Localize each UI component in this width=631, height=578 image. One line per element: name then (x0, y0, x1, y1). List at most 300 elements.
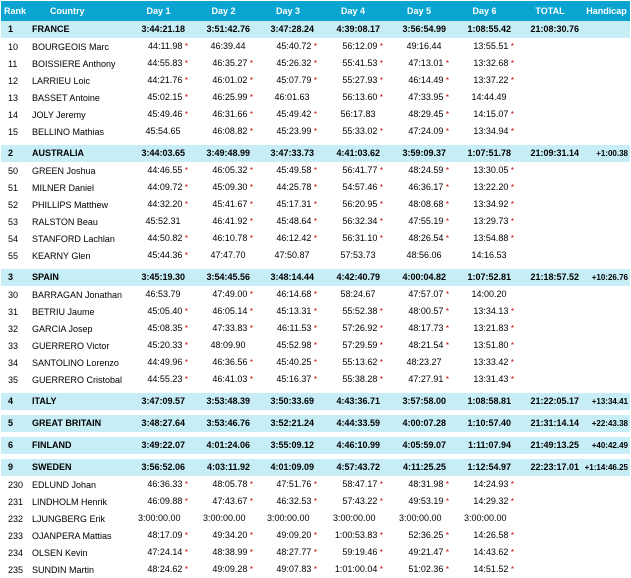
athlete-handicap (583, 493, 630, 510)
athlete-handicap (583, 476, 630, 493)
athlete-name: OJANPERA Mattias (29, 527, 126, 544)
athlete-handicap (583, 196, 630, 213)
team-rank: 4 (1, 393, 29, 410)
athlete-day-time (452, 72, 517, 89)
athlete-total (517, 123, 583, 140)
athlete-name: BASSET Antoine (29, 89, 126, 106)
time-value: 13:34.92 (473, 199, 509, 209)
team-name: ITALY (29, 393, 126, 410)
athlete-day-time (452, 544, 517, 561)
athlete-day-time (452, 354, 517, 371)
counted-marker: * (445, 166, 449, 175)
athlete-rank: 54 (1, 230, 29, 247)
time-value: 13:34.94 (473, 126, 509, 136)
time-value: 59:19.46 (342, 547, 378, 557)
time-value: 48:17.09 (147, 530, 183, 540)
team-total: 21:22:05.17 (517, 393, 583, 410)
counted-marker: * (184, 548, 188, 557)
athlete-day-time (126, 55, 191, 72)
time-value: 57:26.92 (342, 323, 378, 333)
counted-marker (248, 511, 253, 527)
athlete-day-time (126, 544, 191, 561)
team-day-time: 3:57:58.00 (386, 393, 452, 410)
athlete-day-time (452, 230, 517, 247)
counted-marker: * (510, 565, 514, 574)
counted-marker: * (313, 234, 317, 243)
counted-marker: * (445, 217, 449, 226)
counted-marker: * (184, 341, 188, 350)
athlete-total (517, 38, 583, 55)
athlete-day-time (126, 320, 191, 337)
athlete-total (517, 247, 583, 264)
athlete-rank: 13 (1, 89, 29, 106)
athlete-row (1, 544, 630, 561)
team-day-time: 4:11:25.25 (386, 459, 452, 476)
time-value: 45:52.31 (145, 216, 181, 226)
counted-marker: * (445, 565, 449, 574)
counted-marker: * (249, 183, 253, 192)
athlete-total (517, 303, 583, 320)
time-value: 45:52.98 (276, 340, 312, 350)
athlete-day-time (452, 89, 517, 106)
team-handicap (583, 21, 630, 38)
counted-marker: * (379, 324, 383, 333)
time-value: 48:31.98 (408, 479, 444, 489)
time-value: 48:17.73 (408, 323, 444, 333)
counted-marker: * (249, 93, 253, 102)
time-value: 46:14.49 (408, 75, 444, 85)
team-day-time: 1:07:51.78 (452, 145, 517, 162)
athlete-name: BELLINO Mathias (29, 123, 126, 140)
athlete-name: PHILLIPS Matthew (29, 196, 126, 213)
athlete-row (1, 354, 630, 371)
athlete-day-time (452, 38, 517, 55)
athlete-name: EDLUND Johan (29, 476, 126, 493)
time-value: 13:37.22 (473, 75, 509, 85)
athlete-handicap (583, 179, 630, 196)
team-row (1, 21, 630, 38)
time-value: 57:43.22 (342, 496, 378, 506)
team-day-time: 4:05:59.07 (386, 437, 452, 454)
athlete-name: RALSTON Beau (29, 213, 126, 230)
header-day4: Day 4 (320, 1, 386, 21)
athlete-rank: 51 (1, 179, 29, 196)
athlete-day-time (191, 213, 256, 230)
counted-marker (444, 511, 449, 527)
athlete-day-time (191, 247, 256, 264)
counted-marker: * (510, 531, 514, 540)
team-day-time: 3:44:03.65 (126, 145, 191, 162)
athlete-name: GUERRERO Victor (29, 337, 126, 354)
counted-marker: * (379, 42, 383, 51)
athlete-rank: 11 (1, 55, 29, 72)
athlete-day-time (191, 89, 256, 106)
counted-marker: * (510, 375, 514, 384)
counted-marker: * (249, 127, 253, 136)
athlete-rank: 31 (1, 303, 29, 320)
counted-marker: * (510, 217, 514, 226)
counted-marker (378, 107, 383, 123)
team-handicap: +40:42.49 (583, 437, 630, 454)
athlete-total (517, 213, 583, 230)
counted-marker: * (445, 59, 449, 68)
team-name: SWEDEN (29, 459, 126, 476)
athlete-day-time (320, 493, 386, 510)
team-name: FRANCE (29, 21, 126, 38)
counted-marker: * (313, 42, 317, 51)
team-day-time: 4:03:11.92 (191, 459, 256, 476)
athlete-day-time (452, 162, 517, 179)
time-value: 3:00:00.00 (266, 513, 310, 523)
counted-marker: * (249, 166, 253, 175)
time-value: 47:43.67 (212, 496, 248, 506)
athlete-handicap (583, 544, 630, 561)
counted-marker: * (379, 531, 383, 540)
time-value: 14:43.62 (473, 547, 509, 557)
athlete-day-time (386, 561, 452, 578)
athlete-handicap (583, 527, 630, 544)
team-day-time: 4:01:24.06 (191, 437, 256, 454)
team-day-time: 4:44:33.59 (320, 415, 386, 432)
athlete-day-time (126, 337, 191, 354)
counted-marker (378, 248, 383, 264)
athlete-row (1, 123, 630, 140)
time-value: 55:41.53 (342, 58, 378, 68)
athlete-row (1, 371, 630, 388)
athlete-name: KEARNY Glen (29, 247, 126, 264)
counted-marker: * (184, 42, 188, 51)
time-value: 45:23.99 (276, 126, 312, 136)
athlete-day-time (256, 371, 320, 388)
athlete-row (1, 162, 630, 179)
counted-marker: * (249, 565, 253, 574)
counted-marker (378, 511, 383, 527)
athlete-name: BOURGEOIS Marc (29, 38, 126, 55)
athlete-handicap (583, 213, 630, 230)
counted-marker: * (379, 234, 383, 243)
athlete-day-time (386, 320, 452, 337)
time-value: 48:29.45 (408, 109, 444, 119)
counted-marker: * (249, 548, 253, 557)
counted-marker: * (445, 290, 449, 299)
time-value: 51:02.36 (408, 564, 444, 574)
counted-marker: * (313, 531, 317, 540)
counted-marker: * (184, 497, 188, 506)
counted-marker: * (379, 375, 383, 384)
team-day-time: 1:08:55.42 (452, 21, 517, 38)
time-value: 46:31.66 (212, 109, 248, 119)
athlete-total (517, 544, 583, 561)
team-day-time: 1:10:57.40 (452, 415, 517, 432)
counted-marker (509, 287, 514, 303)
athlete-day-time (256, 196, 320, 213)
counted-marker (509, 511, 514, 527)
team-total: 21:49:13.25 (517, 437, 583, 454)
counted-marker (312, 511, 317, 527)
athlete-day-time (320, 527, 386, 544)
athlete-total (517, 527, 583, 544)
athlete-day-time (191, 230, 256, 247)
athlete-day-time (386, 476, 452, 493)
counted-marker (444, 355, 449, 371)
athlete-handicap (583, 38, 630, 55)
athlete-day-time (126, 213, 191, 230)
athlete-row (1, 561, 630, 578)
athlete-row (1, 72, 630, 89)
athlete-total (517, 196, 583, 213)
counted-marker: * (184, 358, 188, 367)
time-value: 55:38.28 (342, 374, 378, 384)
counted-marker: * (445, 110, 449, 119)
athlete-handicap (583, 371, 630, 388)
team-row (1, 393, 630, 410)
counted-marker: * (249, 110, 253, 119)
time-value: 46:41.03 (212, 374, 248, 384)
athlete-day-time (386, 493, 452, 510)
time-value: 3:00:00.00 (463, 513, 507, 523)
time-value: 14:24.93 (473, 479, 509, 489)
team-day-time: 3:45:19.30 (126, 269, 191, 286)
counted-marker: * (445, 234, 449, 243)
time-value: 46:36.33 (147, 479, 183, 489)
athlete-total (517, 354, 583, 371)
team-day-time: 4:57:43.72 (320, 459, 386, 476)
counted-marker: * (379, 127, 383, 136)
time-value: 45:49.58 (276, 165, 312, 175)
time-value: 13:21.83 (473, 323, 509, 333)
time-value: 49:09.20 (276, 530, 312, 540)
counted-marker: * (313, 324, 317, 333)
athlete-row (1, 230, 630, 247)
athlete-handicap (583, 320, 630, 337)
athlete-name: JOLY Jeremy (29, 106, 126, 123)
athlete-day-time (386, 72, 452, 89)
athlete-day-time (386, 354, 452, 371)
athlete-row (1, 510, 630, 527)
team-day-time: 3:49:48.99 (191, 145, 256, 162)
counted-marker (509, 248, 514, 264)
time-value: 46:36.56 (212, 357, 248, 367)
time-value: 46:09.88 (147, 496, 183, 506)
time-value: 48:24.62 (147, 564, 183, 574)
team-day-time: 1:11:07.94 (452, 437, 517, 454)
counted-marker: * (184, 375, 188, 384)
team-name: GREAT BRITAIN (29, 415, 126, 432)
athlete-day-time (126, 72, 191, 89)
athlete-day-time (126, 303, 191, 320)
athlete-total (517, 179, 583, 196)
time-value: 48:24.59 (408, 165, 444, 175)
athlete-total (517, 106, 583, 123)
athlete-day-time (320, 354, 386, 371)
athlete-day-time (320, 89, 386, 106)
counted-marker: * (379, 76, 383, 85)
athlete-total (517, 89, 583, 106)
time-value: 48:26.54 (408, 233, 444, 243)
time-value: 48:08.68 (408, 199, 444, 209)
time-value: 48:00.57 (408, 306, 444, 316)
athlete-day-time (126, 162, 191, 179)
athlete-day-time (386, 337, 452, 354)
counted-marker (183, 511, 188, 527)
athlete-total (517, 320, 583, 337)
time-value: 49:53.19 (408, 496, 444, 506)
time-value: 47:50.87 (274, 250, 310, 260)
athlete-day-time (386, 510, 452, 527)
counted-marker: * (445, 183, 449, 192)
counted-marker: * (184, 166, 188, 175)
time-value: 14:51.52 (473, 564, 509, 574)
counted-marker: * (379, 166, 383, 175)
time-value: 48:09.90 (210, 340, 246, 350)
team-handicap: +1:00.38 (583, 145, 630, 162)
counted-marker: * (313, 307, 317, 316)
athlete-day-time (256, 179, 320, 196)
athlete-handicap (583, 510, 630, 527)
counted-marker: * (313, 166, 317, 175)
time-value: 13:29.73 (473, 216, 509, 226)
time-value: 44:11.98 (147, 41, 183, 51)
time-value: 46:05.14 (212, 306, 248, 316)
team-handicap: +1:14:46.25 (583, 459, 630, 476)
team-row (1, 415, 630, 432)
counted-marker: * (313, 497, 317, 506)
athlete-day-time (452, 286, 517, 303)
time-value: 45:17.31 (276, 199, 312, 209)
athlete-day-time (256, 320, 320, 337)
counted-marker: * (510, 324, 514, 333)
time-value: 55:27.93 (342, 75, 378, 85)
athlete-handicap (583, 230, 630, 247)
athlete-day-time (126, 561, 191, 578)
athlete-handicap (583, 286, 630, 303)
athlete-day-time (320, 162, 386, 179)
athlete-name: BOISSIERE Anthony (29, 55, 126, 72)
time-value: 14:00.20 (471, 289, 507, 299)
counted-marker: * (510, 307, 514, 316)
athlete-day-time (386, 230, 452, 247)
athlete-rank: 50 (1, 162, 29, 179)
time-value: 49:16.44 (406, 41, 442, 51)
athlete-row (1, 320, 630, 337)
athlete-name: GUERRERO Cristobal (29, 371, 126, 388)
time-value: 45:26.32 (276, 58, 312, 68)
header-country: Country (29, 1, 126, 21)
time-value: 47:49.00 (212, 289, 248, 299)
counted-marker (444, 248, 449, 264)
counted-marker: * (313, 375, 317, 384)
athlete-day-time (256, 55, 320, 72)
athlete-rank: 53 (1, 213, 29, 230)
counted-marker: * (379, 480, 383, 489)
counted-marker: * (445, 548, 449, 557)
counted-marker: * (184, 76, 188, 85)
counted-marker: * (313, 290, 317, 299)
athlete-row (1, 106, 630, 123)
athlete-day-time (126, 179, 191, 196)
athlete-rank: 33 (1, 337, 29, 354)
time-value: 46:36.17 (408, 182, 444, 192)
time-value: 3:00:00.00 (398, 513, 442, 523)
athlete-day-time (191, 527, 256, 544)
athlete-rank: 34 (1, 354, 29, 371)
counted-marker: * (510, 127, 514, 136)
athlete-day-time (191, 337, 256, 354)
results-body (1, 21, 630, 578)
time-value: 45:13.31 (276, 306, 312, 316)
team-handicap: +22:43.38 (583, 415, 630, 432)
team-day-time: 3:47:28.24 (256, 21, 320, 38)
athlete-day-time (126, 493, 191, 510)
counted-marker: * (249, 497, 253, 506)
team-day-time: 1:07:52.81 (452, 269, 517, 286)
time-value: 56:32.34 (342, 216, 378, 226)
athlete-day-time (126, 38, 191, 55)
athlete-day-time (191, 38, 256, 55)
athlete-day-time (452, 476, 517, 493)
athlete-name: STANFORD Lachlan (29, 230, 126, 247)
time-value: 56:31.10 (342, 233, 378, 243)
time-value: 44:55.83 (147, 58, 183, 68)
counted-marker: * (249, 234, 253, 243)
time-value: 44:50.82 (147, 233, 183, 243)
athlete-total (517, 162, 583, 179)
athlete-name: BETRIU Jaume (29, 303, 126, 320)
athlete-day-time (191, 286, 256, 303)
time-value: 45:09.30 (212, 182, 248, 192)
counted-marker (248, 39, 253, 55)
athlete-rank: 233 (1, 527, 29, 544)
athlete-name: GREEN Joshua (29, 162, 126, 179)
counted-marker: * (313, 217, 317, 226)
athlete-day-time (126, 510, 191, 527)
time-value: 45:40.72 (276, 41, 312, 51)
counted-marker: * (445, 93, 449, 102)
athlete-day-time (256, 230, 320, 247)
team-day-time: 3:47:09.57 (126, 393, 191, 410)
athlete-day-time (126, 527, 191, 544)
time-value: 55:33.02 (342, 126, 378, 136)
athlete-total (517, 337, 583, 354)
time-value: 47:24.09 (408, 126, 444, 136)
athlete-row (1, 527, 630, 544)
athlete-day-time (256, 337, 320, 354)
athlete-rank: 32 (1, 320, 29, 337)
time-value: 54:57.46 (342, 182, 378, 192)
time-value: 47:47.70 (210, 250, 246, 260)
athlete-total (517, 55, 583, 72)
time-value: 55:52.38 (342, 306, 378, 316)
counted-marker: * (510, 497, 514, 506)
header-handicap: Handicap (583, 1, 630, 21)
athlete-rank: 230 (1, 476, 29, 493)
counted-marker: * (184, 110, 188, 119)
time-value: 47:33.95 (408, 92, 444, 102)
athlete-day-time (126, 354, 191, 371)
team-row (1, 437, 630, 454)
athlete-day-time (320, 337, 386, 354)
athlete-rank: 30 (1, 286, 29, 303)
athlete-name: LARRIEU Loic (29, 72, 126, 89)
header-day3: Day 3 (256, 1, 320, 21)
athlete-day-time (386, 527, 452, 544)
athlete-day-time (386, 106, 452, 123)
athlete-day-time (256, 493, 320, 510)
time-value: 44:09.72 (147, 182, 183, 192)
time-value: 46:25.99 (212, 92, 248, 102)
athlete-day-time (191, 493, 256, 510)
athlete-day-time (320, 196, 386, 213)
